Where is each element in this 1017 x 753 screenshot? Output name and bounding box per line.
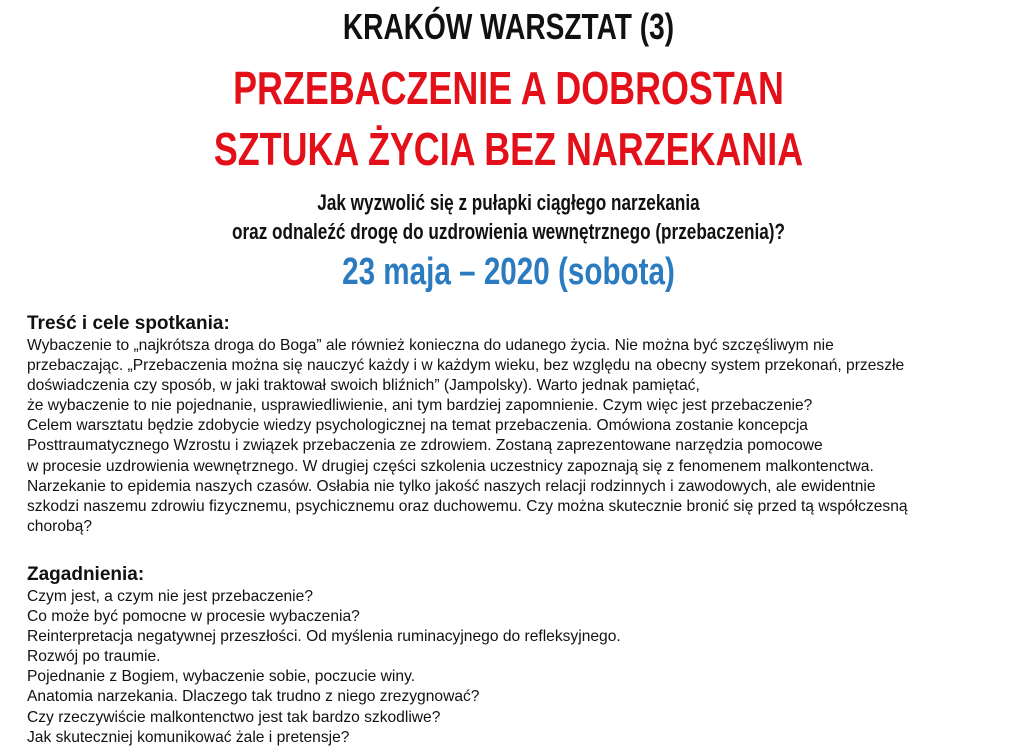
headline-complaining: SZTUKA ŻYCIA BEZ NARZEKANIA — [213, 123, 804, 175]
text-line: doświadczenia czy sposób, w jaki traktował swoich bliźnich” (Jampolsky). Warto jednak pamiętać, — [27, 377, 700, 395]
text-line: że wybaczenie to nie pojednanie, usprawiedliwienie, ani tym bardziej zapomnienie. Czym więc jest przebaczenie? — [27, 397, 813, 415]
event-date: 23 maja – 2020 (sobota) — [342, 251, 675, 293]
workshop-title: KRAKÓW WARSZTAT (3) — [342, 6, 675, 47]
text-line: przebaczając. „Przebaczenia można się nauczyć każdy i w każdym wieku, bez względu na obecny system przekonań, przeszłe — [27, 357, 905, 375]
text-line: Wybaczenie to „najkrótsza droga do Boga” ale również konieczna do udanego życia. Nie można być szczęśliwym nie — [27, 337, 834, 354]
topics-list — [27, 587, 992, 748]
section-title: Zagadnienia: — [27, 564, 145, 585]
list-item: Anatomia narzekania. Dlaczego tak trudno z niego zrezygnować? — [27, 688, 480, 706]
list-item: Co może być pomocne w procesie wybaczenia? — [27, 608, 360, 626]
topics-section — [27, 563, 992, 748]
list-item: Jak skuteczniej komunikować żale i pretensje? — [27, 728, 350, 746]
subtitle-line-1: Jak wyzwolić się z pułapki ciągłego narzekania — [317, 190, 700, 215]
text-line: w procesie uzdrowienia wewnętrznego. W drugiej części szkolenia uczestnicy zapoznają się z fenomenem malkontenctwa. — [27, 457, 874, 475]
text-line: szkodzi naszemu zdrowiu fizycznemu, psychicznemu oraz duchowemu. Czy można skutecznie bronić się przed tą współczesną — [27, 497, 908, 515]
list-item: Reinterpretacja negatywnej przeszłości. Od myślenia ruminacyjnego do refleksyjnego. — [27, 628, 621, 646]
section-title: Treść i cele spotkania: — [27, 313, 230, 334]
subtitle-line-2: oraz odnaleźć drogę do uzdrowienia wewnętrznego (przebaczenia)? — [231, 219, 785, 244]
text-line: Posttraumatycznego Wzrostu i związek przebaczenia ze zdrowiem. Zostaną zaprezentowane narzędzia pomocowe — [27, 437, 823, 455]
headline-forgiveness: PRZEBACZENIE A DOBROSTAN — [233, 62, 784, 114]
text-line: Celem warsztatu będzie zdobycie wiedzy psychologicznej na temat przebaczenia. Omówiona zostanie koncepcja — [27, 417, 808, 435]
content-section — [27, 312, 992, 537]
list-item: Pojednanie z Bogiem, wybaczenie sobie, poczucie winy. — [27, 668, 416, 686]
list-item: Czym jest, a czym nie jest przebaczenie? — [27, 588, 313, 605]
content-text — [27, 336, 992, 537]
list-item: Czy rzeczywiście malkontenctwo jest tak bardzo szkodliwe? — [27, 708, 441, 726]
text-line: chorobą? — [27, 517, 93, 535]
text-line: Narzekanie to epidemia naszych czasów. Osłabia nie tylko jakość naszych relacji rodzinnych i zawodowych, ale ewidentnie — [27, 477, 876, 495]
list-item: Rozwój po traumie. — [27, 648, 161, 666]
